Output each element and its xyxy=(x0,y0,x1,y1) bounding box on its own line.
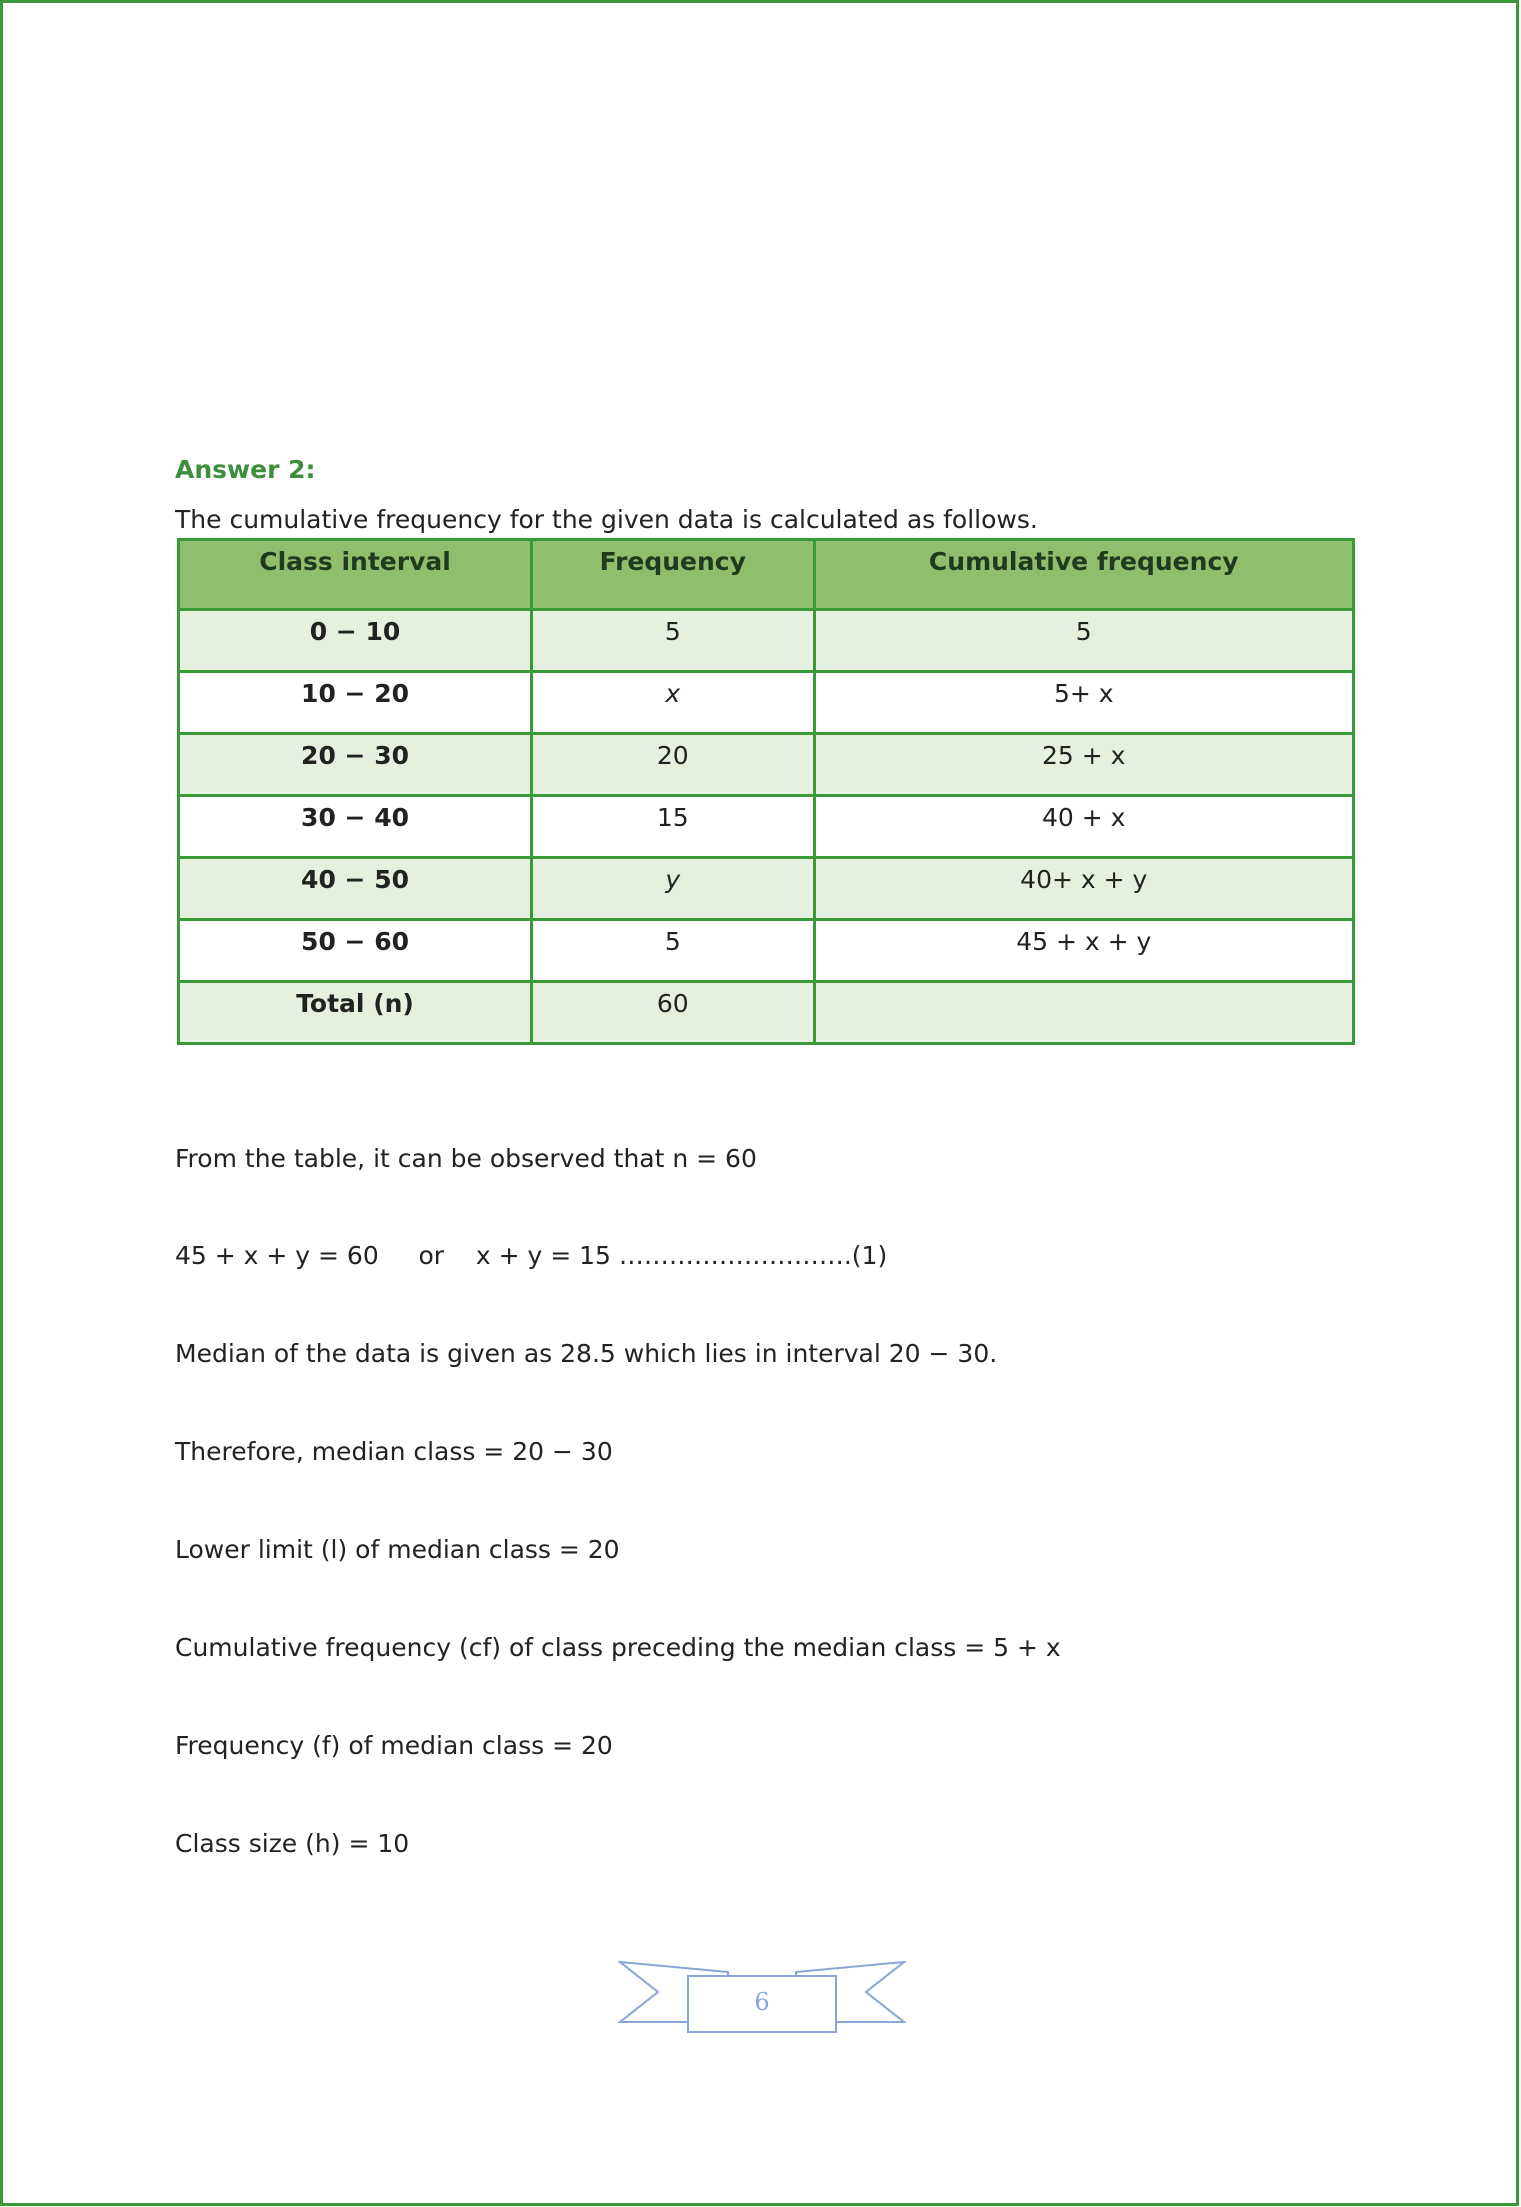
cumulative-frequency-preceding: Cumulative frequency (cf) of class preceding the median class = 5 + x xyxy=(175,1633,1061,1662)
frequency-cell: y xyxy=(532,858,814,920)
class-size: Class size (h) = 10 xyxy=(175,1829,410,1858)
total-frequency-cell: 60 xyxy=(532,982,814,1044)
header-cumulative-frequency: Cumulative frequency xyxy=(814,540,1354,610)
class-interval-cell: 30 − 40 xyxy=(179,796,532,858)
intro-text: The cumulative frequency for the given data is calculated as follows. xyxy=(175,505,1038,534)
median-class-frequency: Frequency (f) of median class = 20 xyxy=(175,1731,613,1760)
table-row xyxy=(179,920,1354,982)
cumulative-cell: 5 xyxy=(814,610,1354,672)
median-class: Therefore, median class = 20 − 30 xyxy=(175,1437,613,1466)
cumulative-cell: 45 + x + y xyxy=(814,920,1354,982)
header-frequency: Frequency xyxy=(532,540,814,610)
frequency-cell: 5 xyxy=(532,920,814,982)
class-interval-cell: 50 − 60 xyxy=(179,920,532,982)
table-row xyxy=(179,796,1354,858)
class-interval-cell: 20 − 30 xyxy=(179,734,532,796)
table-row xyxy=(179,672,1354,734)
class-interval-cell: 40 − 50 xyxy=(179,858,532,920)
total-cumulative-cell xyxy=(814,982,1354,1044)
equation-1: 45 + x + y = 60 or x + y = 15 ……………………….(1) xyxy=(175,1241,888,1270)
median-statement: Median of the data is given as 28.5 which lies in interval 20 − 30. xyxy=(175,1339,998,1368)
frequency-cell: 20 xyxy=(532,734,814,796)
frequency-cell: 5 xyxy=(532,610,814,672)
class-interval-cell: 0 − 10 xyxy=(179,610,532,672)
frequency-cell: x xyxy=(532,672,814,734)
table-row xyxy=(179,610,1354,672)
cumulative-cell: 5+ x xyxy=(814,672,1354,734)
lower-limit: Lower limit (l) of median class = 20 xyxy=(175,1535,620,1564)
cumulative-frequency-table xyxy=(177,538,1355,1045)
total-label-cell: Total (n) xyxy=(179,982,532,1044)
frequency-cell: 15 xyxy=(532,796,814,858)
table-row xyxy=(179,734,1354,796)
cumulative-cell: 25 + x xyxy=(814,734,1354,796)
page-number-ribbon xyxy=(618,1960,906,2040)
header-class-interval: Class interval xyxy=(179,540,532,610)
table-row xyxy=(179,858,1354,920)
table-header-row xyxy=(179,540,1354,610)
page-number: 6 xyxy=(754,1988,770,2016)
cumulative-cell: 40 + x xyxy=(814,796,1354,858)
cumulative-cell: 40+ x + y xyxy=(814,858,1354,920)
answer-heading: Answer 2: xyxy=(175,455,316,484)
observation-text: From the table, it can be observed that n = 60 xyxy=(175,1144,757,1173)
table-total-row xyxy=(179,982,1354,1044)
class-interval-cell: 10 − 20 xyxy=(179,672,532,734)
